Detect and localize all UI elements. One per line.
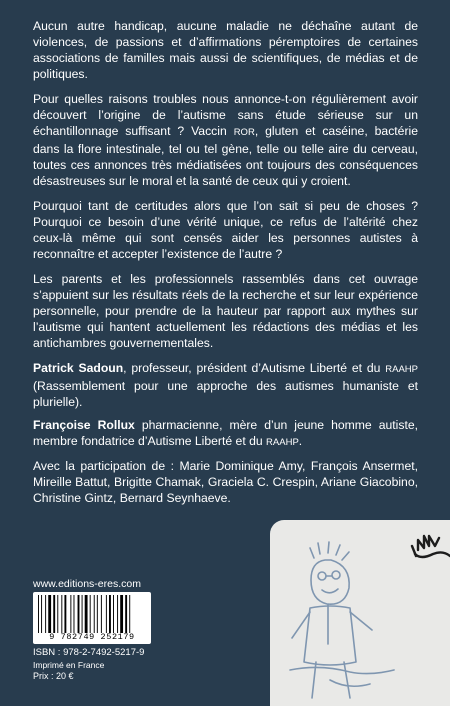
- author-2-name: Françoise Rollux: [33, 418, 135, 432]
- barcode-bars-icon: [36, 595, 148, 633]
- blurb-paragraph-2: [33, 91, 418, 189]
- author-1-desc-start: , professeur, président d’Autisme Liberté et du: [123, 361, 386, 375]
- author-1-name: Patrick Sadoun: [33, 361, 124, 375]
- author-1-desc-end: (Rassemblement pour une approche des autismes humaniste et plurielle).: [33, 379, 418, 409]
- author-2-bio: [33, 417, 418, 451]
- ror-abbreviation: ROR: [233, 127, 255, 138]
- blurb-paragraph-2-end: , gluten et caséine, bactérie dans la flore intestinale, tel ou tel gène, telle ou telle aire du cerveau, toutes ces annonces très médiatisées ont toujours des conséquences désastreuses sur le moral et la santé de ceux qui y croient.: [33, 124, 418, 188]
- author-1-abbreviation: RAAHP: [385, 364, 418, 375]
- author-2-abbreviation: RAAHP: [266, 437, 299, 448]
- blurb-paragraph-1: Aucun autre handicap, aucune maladie ne déchaîne autant de violences, de passions et d’affirmations péremptoires de certaines associations de familles mais aussi de scientifiques, de médias et de politiques.: [33, 19, 418, 81]
- isbn: ISBN : 978-2-7492-5217-9: [33, 647, 145, 658]
- participation-list: Avec la participation de : Marie Dominique Amy, François Ansermet, Mireille Battut, Brigitte Chamak, Graciela C. Crespin, Ariane Giacobino, Christine Gintz, Bernard Seynhaeve.: [33, 459, 418, 505]
- barcode: [33, 592, 151, 644]
- author-2-desc-end: .: [298, 434, 303, 448]
- barcode-digits: 9 782749 252179: [49, 632, 135, 642]
- blurb-paragraph-3: Pourquoi tant de certitudes alors que l’on sait si peu de choses ? Pourquoi ce besoin d’une vérité unique, ce refus de l’altérité chez ceux-là même qui sont censés aider les personnes autistes à reconnaître et accepter l’existence de l’autre ?: [33, 199, 418, 261]
- child-drawing: [270, 520, 450, 706]
- publisher-website: www.editions-eres.com: [33, 578, 141, 590]
- blurb-paragraph-4: Les parents et les professionnels rassemblés dans cet ouvrage s’appuient sur les résultats réels de la recherche et sur leur expérience personnelle, pour prendre de la hauteur par rapport aux mythes sur l’autisme qui hantent actuellement les rédactions des médias et les antichambres gouvernementales.: [33, 272, 418, 350]
- back-cover-text: [33, 18, 418, 515]
- child-drawing-figure-icon: [270, 520, 450, 706]
- blurb-paragraph-2-start: Pour quelles raisons troubles nous annonce-t-on régulièrement avoir découvert l’origine de l’autisme sans étude sérieuse sur un échantillonnage suffisant ? Vaccin: [33, 92, 418, 138]
- price: Prix : 20 €: [33, 671, 74, 681]
- author-1-bio: [33, 360, 418, 410]
- printed-in: Imprimé en France: [33, 660, 105, 670]
- author-2-desc-start: pharmacienne, mère d’un jeune homme autiste, membre fondatrice d’Autisme Liberté et du: [33, 418, 418, 448]
